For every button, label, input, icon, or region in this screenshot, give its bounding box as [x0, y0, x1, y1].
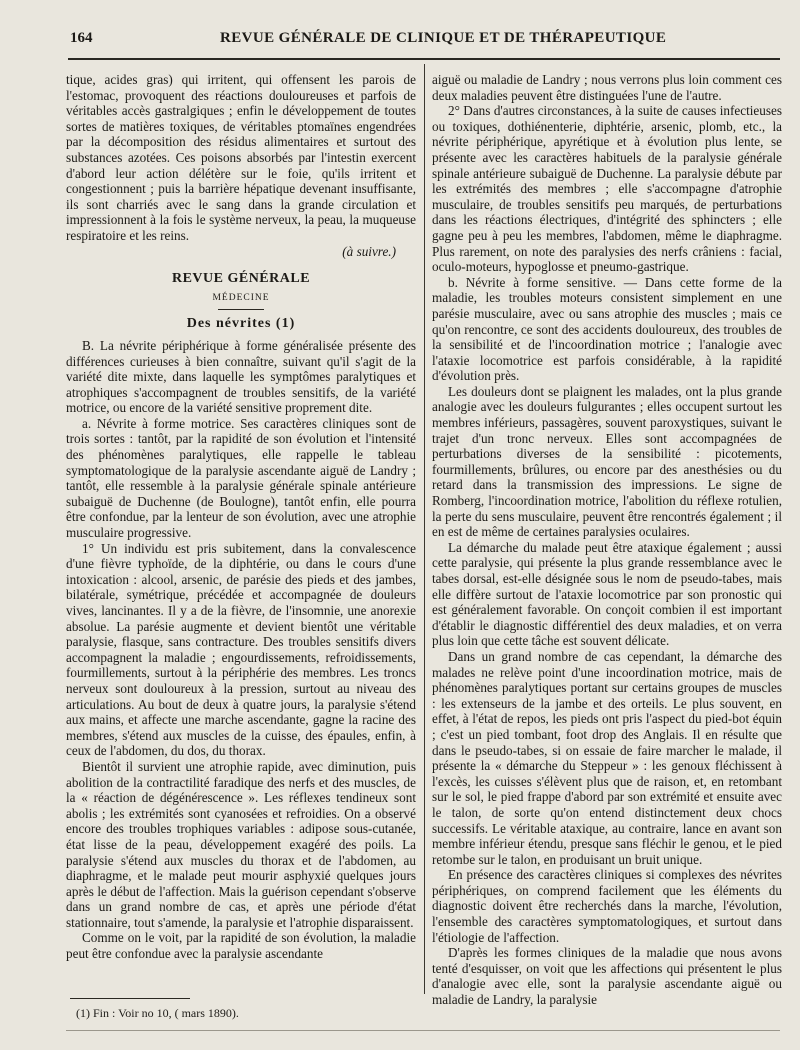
paragraph-grand-nombre: Dans un grand nombre de cas cependant, la démarche des malades ne relève point d'une incoordination motrice, mais de phénomènes paralytiques portant sur certains groupes de muscles : les extenseurs de la jambe et des orteils. Le plus souvent, en effet, à l'état de repos, les pieds ont pris l'aspect du pied-bot équin ; c'est un pied tombant, foot drop des Anglais. Il en résulte que dans le pseudo-tabes, si on essaie de faire marcher le malade, il présente la « démarche du Steppeur » : les genoux fléchissent à l'excès, les cuisses s'élèvent plus que de raison, et, en retombant sur le sol, le pied frappe d'abord par son extrémité et ensuite avec le talon, de sorte qu'on entend distinctement deux chocs successifs. Le véritable ataxique, au contraire, lance en avant son membre inférieur étendu, presque sans fléchir le genou, et le pied retombe sur le talon, en produisant un bruit unique.	[432, 648, 782, 867]
footnote: (1) Fin : Voir no 10, ( mars 1890).	[76, 1006, 239, 1020]
paragraph-apres: D'après les formes cliniques de la maladie que nous avons tenté d'esquisser, on voit que les affections qui présentent le plus d'analogie avec elle, sont la paralysie ascendante aiguë ou maladie de Landry, la paralysie	[432, 945, 782, 1008]
paragraph-b-sensitive: b. Névrite à forme sensitive. — Dans cette forme de la maladie, les troubles moteurs consistent simplement en une parésie musculaire, avec ou sans atrophie des muscles ; mais ce qu'on rencontre, ce sont des accidents douloureux, des troubles de la sensibilité et de l'incoordination motrice ; l'analogie avec l'ataxie locomotrice est parfois considérable, à la rapidité d'évolution près.	[432, 274, 782, 384]
right-column	[432, 72, 782, 1008]
bottom-rule	[66, 1030, 780, 1031]
section-title: REVUE GÉNÉRALE	[171, 271, 311, 287]
continuation-paragraph: tique, acides gras) qui irritent, qui offensent les parois de l'estomac, provoquent des réactions douloureuses et parfois de véritables accès gastralgiques ; enfin le développement de toutes sortes de matières toxiques, de véritables ptomaïnes engendrées par la décomposition des résidus alimentaires et surtout des substances azotées. Ces poisons absorbés par l'intestin exercent d'abord leur action délétère sur le foie, qu'ils irritent et congestionnent ; puis la barrière hépatique devenant insuffisante, ils sont charriés avec le sang dans la grande circulation et impressionnent à la fois le système nerveux, la peau, la muqueuse respiratoire et les reins.	[66, 72, 416, 243]
paragraph-bientot: Bientôt il survient une atrophie rapide, avec diminution, puis abolition de la contractilité faradique des nerfs et des muscles, de la « réaction de dégénérescence ». Les réflexes tendineux sont abolis ; les extrémités sont cyanosées et refroidies. On a observé encore des troubles trophiques variables : adipose sous-cutanée, état lisse de la peau, développement exagéré des poils. La paralysie s'étend aux muscles du thorax et de l'abdomen, au diaphragme, et le malade peut mourir asphyxié quelques jours après le début de l'affection. Mais la guérison cependant s'observe dans un grand nombre de cas, et après une période d'état stationnaire, tout s'amende, la paralysie et l'atrophie disparaissent.	[66, 758, 416, 930]
paragraph-2: 2° Dans d'autres circonstances, à la suite de causes infectieuses ou toxiques, dothiénenterie, diphtérie, arsenic, plomb, etc., la névrite périphérique, apyrétique et à évolution plus lente, se présente avec les caractères habituels de la paralysie générale spinale antérieure subaiguë de Duchenne. La paralysie débute par les extrémités des membres ; elle s'accompagne d'atrophie musculaire, de troubles sensitifs peu marqués, de perturbations dans les réactions électriques, d'intégrité des sphincters ; elle gagne peu à peu les membres, l'abdomen, même le diaphragme. Plus rarement, on note des paralysies des nerfs crâniens : facial, oculo-moteurs, hypoglosse et pneumo-gastrique.	[432, 103, 782, 275]
paragraph-presence: En présence des caractères cliniques si complexes des névrites périphériques, on comprend facilement que les éléments du diagnostic doivent être recherchés dans la marche, l'évolution, l'ensemble des caractères symptomatologiques, et surtout dans l'étiologie de l'affection.	[432, 867, 782, 945]
header-rule	[68, 58, 780, 60]
footnote-rule	[70, 998, 190, 999]
paragraph-1: 1° Un individu est pris subitement, dans la convalescence d'une fièvre typhoïde, de la diphtérie, ou dans le cours d'une intoxication : alcool, arsenic, de parésie des pieds et des jambes, bilatérale, symétrique, précédée et accompagnée de douleurs vives, lancinantes. Il y a de la fièvre, de l'insomnie, une anorexie absolue. La parésie augmente et devient bientôt une véritable paralysie, flasque, sans contracture. Des troubles sensitifs divers accompagnent la maladie ; engourdissements, refroidissements, fourmillements, surtout à la périphérie des membres. Les troncs nerveux sont douloureux à la pression, surtout au niveau des articulations. Au bout de deux à quatre jours, la paralysie s'étend aux mains, et affecte une marche ascendante, gagne la racine des membres, s'étend aux muscles de la cuisse, des épaules, enfin, à ceux de l'abdomen, du dos, du thorax.	[66, 540, 416, 759]
a-suivre-note: (à suivre.)	[342, 243, 396, 259]
column-divider	[424, 64, 425, 994]
paragraph-top: aiguë ou maladie de Landry ; nous verrons plus loin comment ces deux maladies peuvent être distinguées l'une de l'autre.	[432, 72, 782, 103]
running-header	[70, 30, 780, 52]
running-title: REVUE GÉNÉRALE DE CLINIQUE ET DE THÉRAPEUTIQUE	[220, 30, 667, 46]
section-subtitle: MÉDECINE	[212, 292, 270, 303]
paragraph-douleurs: Les douleurs dont se plaignent les malades, ont la plus grande analogie avec les douleurs fulgurantes ; elles occupent surtout les membres inférieurs, passagères, souvent paroxystiques, suivant le trajet d'un tronc nerveux. Elles sont accompagnées de perturbations diverses de la sensibilité : picotements, fourmillements, brûlures, ou encore par des anesthésies ou du retard dans la transmission des impressions. Le signe de Romberg, l'incoordination motrice, l'abolition du réflexe rotulien, la perte du sens musculaire, peuvent être rencontrés également ; il en est de même de certaines paralysies oculaires.	[432, 383, 782, 540]
section-rule	[218, 309, 264, 310]
paragraph-comme: Comme on le voit, par la rapidité de son évolution, la maladie peut être confondue avec la paralysie ascendante	[66, 930, 416, 962]
paragraph-b: B. La névrite périphérique à forme généralisée présente des différences curieuses à bien connaître, suivant qu'il s'agit de la variété dite mixte, dans laquelle les symptômes paralytiques et atrophiques s'accompagnent de troubles sensitifs, de la variété motrice, ou encore de la variété sensitive proprement dite.	[66, 337, 416, 416]
page-number: 164	[70, 30, 93, 46]
article-title: Des névrites (1)	[186, 316, 296, 332]
paragraph-a-motrice: a. Névrite à forme motrice. Ses caractères cliniques sont de trois sortes : tantôt, par la rapidité de son évolution et l'intensité des phénomènes paralytiques, elle rappelle le tableau symptomatologique de la paralysie ascendante aiguë de Landry ; tantôt, elle ressemble à la paralysie générale spinale antérieure subaiguë de Duchenne (de Boulogne), tantôt enfin, elle pourra être confondue, par la lenteur de son évolution, avec une atrophie musculaire progressive.	[66, 415, 416, 541]
paragraph-demarche: La démarche du malade peut être ataxique également ; aussi cette paralysie, qui présente la plus grande ressemblance avec le tabes dorsal, est-elle désignée sous le nom de pseudo-tabes, mais elle diffère surtout de l'ataxie locomotrice par son pronostic qui est généralement favorable. On conçoit combien il est important d'établir le diagnostic différentiel des deux maladies, et on verra plus loin que cette tâche est souvent délicate.	[432, 539, 782, 649]
left-column	[66, 72, 416, 962]
